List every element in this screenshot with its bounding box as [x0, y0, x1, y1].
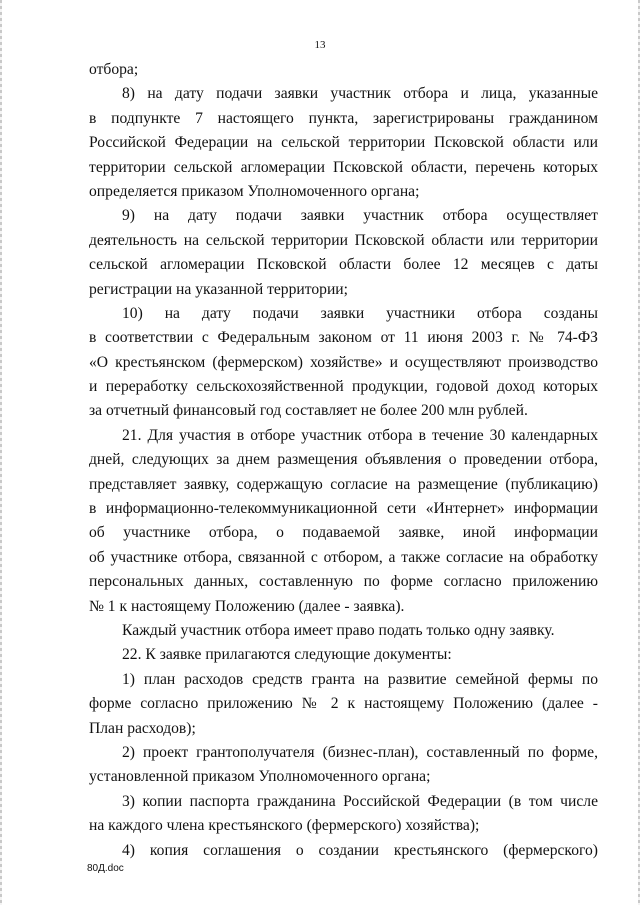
text-line: отбора; [89, 61, 139, 78]
text-line: об участнике отбора, связанной с отбором, а также согласие на обработку [89, 548, 598, 566]
text-line: территории сельской агломерации Псковской области, перечень которых [89, 158, 598, 176]
text-line: форме согласно приложению № 2 к настоящему Положению (далее - [89, 695, 598, 713]
text-line: в соответствии с Федеральным законом от 11 июня 2003 г. № 74-ФЗ [89, 329, 598, 347]
text-line: 10) на дату подачи заявки участники отбора созданы [122, 304, 598, 322]
page-number: 13 [314, 39, 326, 51]
text-line: 2) проект грантополучателя (бизнес-план), составленный по форме, [122, 743, 598, 761]
text-line: 3) копии паспорта гражданина Российской Федерации (в том числе [122, 792, 598, 810]
text-line: Российской Федерации на сельской территории Псковской области или [89, 134, 598, 152]
text-line: Каждый участник отбора имеет право подать только одну заявку. [122, 621, 555, 639]
text-line: сельской агломерации Псковской области более 12 месяцев с даты [89, 256, 598, 274]
text-line: 21. Для участия в отборе участник отбора в течение 30 календарных [122, 426, 598, 444]
text-line: «О крестьянском (фермерском) хозяйстве» и осуществляют производство [89, 353, 598, 371]
scan-edge-left [0, 0, 2, 905]
text-line: в информационно-телекоммуникационной сети «Интернет» информации [89, 500, 598, 518]
text-line: определяется приказом Уполномоченного органа; [89, 182, 420, 200]
text-line: персональных данных, составленную по форме согласно приложению [89, 573, 598, 591]
text-line: 8) на дату подачи заявки участник отбора и лица, указанные [122, 85, 598, 103]
text-line: и переработку сельскохозяйственной продукции, годовой доход которых [89, 378, 598, 396]
text-line: 4) копия соглашения о создании крестьянского (фермерского) [122, 841, 598, 859]
text-line: дней, следующих за днем размещения объявления о проведении отбора, [89, 451, 598, 469]
text-line: на каждого члена крестьянского (фермерского) хозяйства); [89, 817, 480, 835]
footer-filename: 80Д.doc [87, 863, 124, 874]
text-line: представляет заявку, содержащую согласие на размещение (публикацию) [89, 475, 598, 493]
document-body [89, 58, 598, 863]
text-line: 22. К заявке прилагаются следующие документы: [122, 646, 452, 664]
text-line: об участнике отбора, о подаваемой заявке, иной информации [89, 524, 598, 542]
text-line: 9) на дату подачи заявки участник отбора осуществляет [122, 207, 598, 225]
text-line: № 1 к настоящему Положению (далее - заявка). [89, 597, 405, 615]
text-line: установленной приказом Уполномоченного органа; [89, 768, 431, 786]
text-line: в подпункте 7 настоящего пункта, зарегистрированы гражданином [89, 109, 598, 127]
text-line: регистрации на указанной территории; [89, 280, 348, 298]
text-line: План расходов); [89, 719, 196, 737]
text-line: за отчетный финансовый год составляет не более 200 млн рублей. [89, 402, 528, 420]
text-line: деятельность на сельской территории Псковской области или территории [89, 231, 598, 249]
text-line: 1) план расходов средств гранта на развитие семейной фермы по [122, 670, 598, 688]
